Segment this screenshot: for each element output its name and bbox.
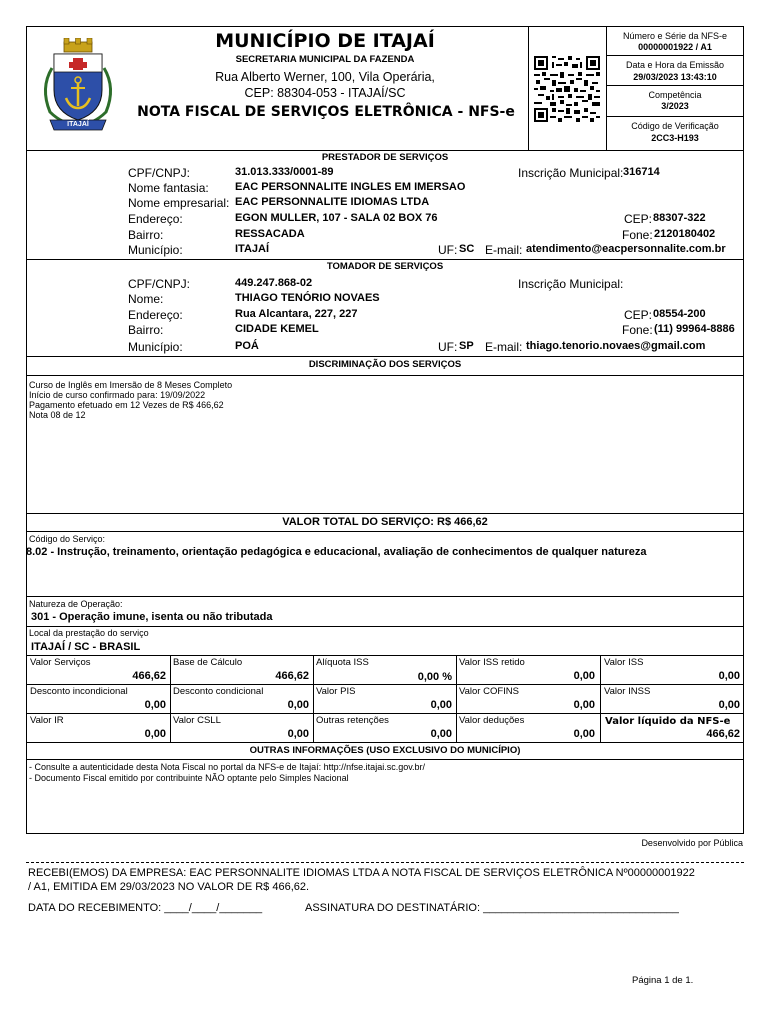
prestador-email-value: atendimento@eacpersonnalite.com.br [526,243,726,255]
prestador-fone-label: Fone: [622,228,653,242]
valor-deducoes-label: Valor deduções [459,715,525,726]
tomador-cep-label: CEP: [624,308,653,322]
tomador-endereco-label: Endereço: [128,308,183,322]
receipt-signature-field: ASSINATURA DO DESTINATÁRIO: ________________________________ [305,902,679,914]
prestador-fantasia-value: EAC PERSONNALITE INGLES EM IMERSAO [235,181,466,193]
receipt-text-line2: / A1, EMITIDA EM 29/03/2023 NO VALOR DE R$ 466,62. [28,881,310,893]
valor-cofins-value: 0,00 [573,699,595,711]
natureza-label: Natureza de Operação: [29,599,123,609]
valor-csll-value: 0,00 [287,728,309,740]
outras-retencoes-label: Outras retenções [316,715,389,726]
tomador-im-label: Inscrição Municipal: [518,277,624,291]
outras-retencoes-value: 0,00 [430,728,452,740]
receipt-date-field: DATA DO RECEBIMENTO: ____/____/_______ [28,902,263,914]
valor-deducoes-value: 0,00 [573,728,595,740]
valor-liquido-label: Valor líquido da NFS-e [605,716,731,727]
aliquota-iss-label: Alíquota ISS [316,657,369,668]
tomador-municipio-label: Município: [128,340,183,354]
page-number: Página 1 de 1. [632,975,694,986]
prestador-uf-label: UF: [438,243,458,257]
natureza-value: 301 - Operação imune, isenta ou não tributada [31,611,273,623]
prestador-fantasia-label: Nome fantasia: [128,181,209,195]
crest-ribbon-text: ITAJAÍ [67,121,89,128]
local-label: Local da prestação do serviço [29,628,149,638]
municipal-crest [36,38,120,134]
valor-ir-label: Valor IR [30,715,64,726]
valor-iss-value: 0,00 [718,670,740,682]
prestador-im-value: 316714 [623,166,660,178]
valor-ir-value: 0,00 [144,728,166,740]
discriminacao-text [29,380,232,420]
tomador-fone-label: Fone: [622,323,653,337]
emission-date-value: 29/03/2023 13:43:10 [633,72,717,82]
local-value: ITAJAÍ / SC - BRASIL [31,641,141,653]
cut-line [26,862,744,863]
nfse-number-value: 00000001922 / A1 [638,42,712,52]
prestador-municipio-value: ITAJAÍ [235,243,270,255]
department-subtitle: SECRETARIA MUNICIPAL DA FAZENDA [235,54,415,65]
valor-servicos-value: 466,62 [132,670,166,682]
prestador-fone-value: 2120180402 [654,228,716,240]
prestador-endereco-label: Endereço: [128,212,183,226]
prestador-bairro-label: Bairro: [128,228,164,242]
valor-liquido-value: 466,62 [706,728,740,740]
discriminacao-line: Início de curso confirmado para: 19/09/2022 [29,390,206,400]
nfse-number-label: Número e Série da NFS-e [622,31,728,41]
iss-retido-label: Valor ISS retido [459,657,525,668]
discriminacao-line: Pagamento efetuado em 12 Vezes de R$ 466,62 [29,400,224,410]
municipality-title: MUNICÍPIO DE ITAJAÍ [215,30,435,52]
desconto-incondicional-value: 0,00 [144,699,166,711]
tomador-bairro-label: Bairro: [128,323,164,337]
tomador-cep-value: 08554-200 [653,308,706,320]
prestador-uf-value: SC [459,243,475,255]
tomador-nome-label: Nome: [128,292,164,306]
prestador-empresarial-value: EAC PERSONNALITE IDIOMAS LTDA [235,196,430,208]
valor-pis-label: Valor PIS [316,686,356,697]
tomador-municipio-value: POÁ [235,340,259,352]
iss-retido-value: 0,00 [573,670,595,682]
codigo-servico-value: 8.02 - Instrução, treinamento, orientação pedagógica e educacional, avaliação de conhecimentos de qualquer natureza [26,546,647,558]
receipt-text-line1: RECEBI(EMOS) DA EMPRESA: EAC PERSONNALITE IDIOMAS LTDA A NOTA FISCAL DE SERVIÇOS ELETRÔNICA Nº00000001922 [28,867,695,879]
valor-inss-label: Valor INSS [604,686,651,697]
tomador-fone-value: (11) 99964-8886 [654,323,735,335]
valor-inss-value: 0,00 [718,699,740,711]
tomador-email-value: thiago.tenorio.novaes@gmail.com [526,340,706,352]
tomador-cpf-label: CPF/CNPJ: [128,277,191,291]
discriminacao-line: Nota 08 de 12 [29,410,86,420]
valor-csll-label: Valor CSLL [173,715,221,726]
discriminacao-line: Curso de Inglês em Imersão de 8 Meses Completo [29,380,233,390]
qr-code [534,56,600,122]
outras-section-title: OUTRAS INFORMAÇÕES (USO EXCLUSIVO DO MUNICÍPIO) [249,745,521,756]
prestador-section-title: PRESTADOR DE SERVIÇOS [321,152,449,163]
tomador-nome-value: THIAGO TENÓRIO NOVAES [235,292,380,304]
tomador-bairro-value: CIDADE KEMEL [235,323,319,335]
verification-code-value: 2CC3-H193 [651,133,699,143]
valor-total: VALOR TOTAL DO SERVIÇO: R$ 466,62 [282,516,488,528]
document-title: NOTA FISCAL DE SERVIÇOS ELETRÔNICA - NFS-e [137,104,515,120]
municipality-address-line2: CEP: 88304-053 - ITAJAÍ/SC [244,86,406,100]
tomador-uf-label: UF: [438,340,458,354]
base-calculo-label: Base de Cálculo [173,657,243,668]
prestador-cpf-value: 31.013.333/0001-89 [235,166,334,178]
tomador-uf-value: SP [459,340,474,352]
prestador-im-label: Inscrição Municipal: [518,166,624,180]
valor-pis-value: 0,00 [430,699,452,711]
aliquota-iss-value: 0,00 % [417,671,452,683]
outras-text [29,762,425,784]
base-calculo-value: 466,62 [275,670,309,682]
competencia-label: Competência [648,90,702,100]
municipality-address-line1: Rua Alberto Werner, 100, Vila Operária, [215,70,435,84]
prestador-cep-label: CEP: [624,212,653,226]
desconto-condicional-label: Desconto condicional [173,686,264,697]
prestador-empresarial-label: Nome empresarial: [128,196,230,210]
desconto-incondicional-label: Desconto incondicional [30,686,128,697]
discriminacao-section-title: DISCRIMINAÇÃO DOS SERVIÇOS [308,359,462,370]
tomador-section-title: TOMADOR DE SERVIÇOS [326,261,444,272]
competencia-value: 3/2023 [661,101,689,111]
outras-line: - Documento Fiscal emitido por contribuinte NÃO optante pelo Simples Nacional [29,773,349,783]
verification-code-label: Código de Verificação [631,121,719,131]
tomador-email-label: E-mail: [485,340,523,354]
valor-iss-label: Valor ISS [604,657,644,668]
prestador-cpf-label: CPF/CNPJ: [128,166,191,180]
prestador-cep-value: 88307-322 [653,212,706,224]
valor-cofins-label: Valor COFINS [459,686,520,697]
tomador-endereco-value: Rua Alcantara, 227, 227 [235,308,358,320]
tomador-cpf-value: 449.247.868-02 [235,277,313,289]
qr-divider [528,26,529,150]
prestador-email-label: E-mail: [485,243,523,257]
prestador-municipio-label: Município: [128,243,183,257]
desconto-condicional-value: 0,00 [287,699,309,711]
codigo-servico-label: Código do Serviço: [29,534,106,544]
developed-by: Desenvolvido por Pública [641,838,743,848]
outras-line: - Consulte a autenticidade desta Nota Fiscal no portal da NFS-e de Itajaí: http://nfse.itajai.sc.gov.br/ [29,762,426,772]
prestador-bairro-value: RESSACADA [235,228,305,240]
emission-date-label: Data e Hora da Emissão [625,60,725,70]
valor-servicos-label: Valor Serviços [30,657,91,668]
prestador-endereco-value: EGON MULLER, 107 - SALA 02 BOX 76 [235,212,438,224]
